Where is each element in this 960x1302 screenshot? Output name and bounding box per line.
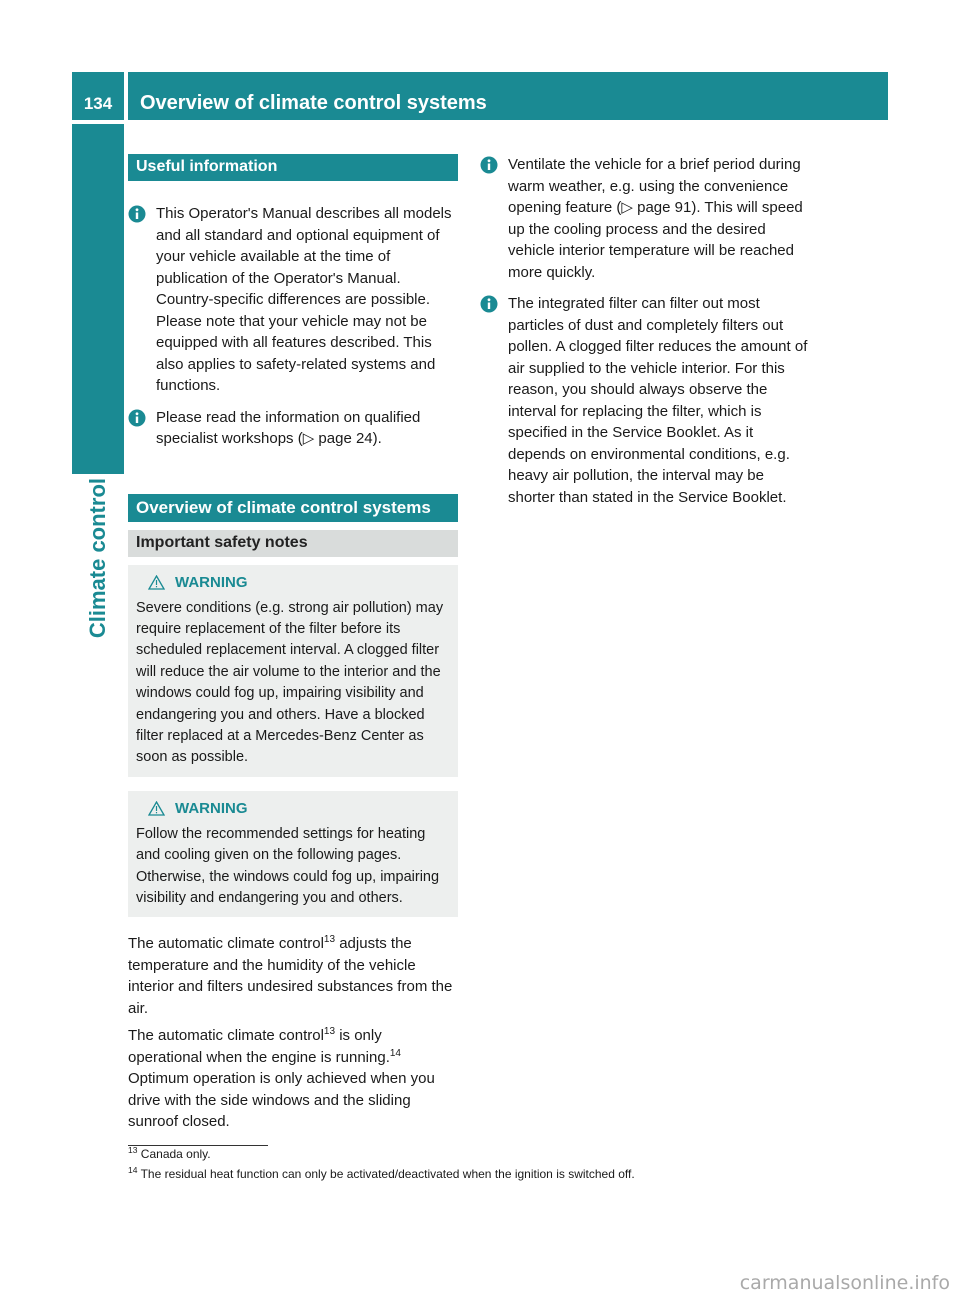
climate-control-paragraph <box>128 1025 458 1133</box>
page-title: Overview of climate control systems <box>128 72 888 120</box>
footnote-ref: 14 <box>389 1047 401 1059</box>
info-icon <box>480 295 498 313</box>
warning-title-text: WARNING <box>175 800 248 818</box>
info-note <box>128 203 458 397</box>
safety-notes-heading: Important safety notes <box>128 530 458 557</box>
warning-triangle-icon <box>148 801 165 816</box>
side-tab-block <box>72 124 124 474</box>
footnote-ref: 13 <box>323 934 336 946</box>
side-tab-label: Climate control <box>85 478 110 639</box>
page-header <box>72 72 888 120</box>
para-text: adjusts the temperature and the humidity of the vehicle interior and filters undesired substances from the air. <box>128 935 453 1017</box>
info-note <box>128 407 458 450</box>
warning-title-text: WARNING <box>175 574 248 591</box>
warning-triangle-icon <box>148 575 165 590</box>
para-text: The automatic climate control <box>128 935 324 953</box>
overview-heading: Overview of climate control systems <box>128 494 458 522</box>
right-column <box>480 154 814 508</box>
footnote-number: 14 <box>128 1165 138 1175</box>
useful-info-heading: Useful information <box>128 154 458 181</box>
para-text: The automatic climate control <box>128 1027 324 1045</box>
watermark: carmanualsonline.info <box>739 1272 950 1294</box>
info-icon <box>128 409 146 427</box>
info-note <box>480 154 814 283</box>
info-note <box>480 293 814 508</box>
info-icon <box>480 156 498 174</box>
para-text: is only operational when the engine is running. <box>128 1027 390 1066</box>
para-text: Optimum operation is only achieved when you drive with the side windows and the sliding sunroof closed. <box>128 1070 435 1131</box>
footnote-text: The residual heat function can only be activated/deactivated when the ignition is switched off. <box>137 1167 635 1181</box>
footnotes <box>128 1146 888 1182</box>
info-icon <box>128 205 146 223</box>
warning-text: Follow the recommended settings for heating and cooling given on the following pages. Otherwise, the windows could fog up, impairing visibility and endangering you and others. <box>136 825 440 906</box>
climate-control-paragraph <box>128 933 458 1019</box>
footnote <box>128 1166 888 1182</box>
info-note-text: The integrated filter can filter out most particles of dust and completely filters out pollen. A clogged filter reduces the amount of air supplied to the vehicle interior. For this reason, you should always observe the interval for replacing the filter, which is specified in the Service Booklet. As it depends on environmental conditions, e.g. heavy air pollution, the interval may be shorter than stated in the Service Booklet. <box>508 295 808 506</box>
warning-title <box>136 573 450 593</box>
footnote-number: 13 <box>128 1145 138 1155</box>
warning-text: Severe conditions (e.g. strong air pollution) may require replacement of the filter before its scheduled replacement interval. A clogged filter will reduce the air volume to the interior and the windows could fog up, impairing visibility and endangering you and others. Have a blocked filter replaced at a Mercedes-Benz Center as soon as possible. <box>136 599 444 766</box>
left-column <box>128 154 458 1133</box>
side-tab <box>82 478 114 658</box>
info-note-text: Please read the information on qualified specialist workshops (▷ page 24). <box>156 408 421 447</box>
warning-box <box>128 791 458 918</box>
footnote-text: Canada only. <box>137 1147 211 1161</box>
warning-title <box>136 799 450 819</box>
footnote-ref: 13 <box>323 1026 336 1038</box>
page-number: 134 <box>72 72 124 120</box>
info-note-text: Ventilate the vehicle for a brief period during warm weather, e.g. using the convenience opening feature (▷ page 91). This will speed up the cooling process and the desired vehicle interior temperature will be reached more quickly. <box>508 156 803 281</box>
footnote <box>128 1146 888 1162</box>
warning-box <box>128 565 458 777</box>
info-note-text: This Operator's Manual describes all models and all standard and optional equipment of your vehicle available at the time of publication of the Operator's Manual. Country-specific differences are possible. Please note that your vehicle may not be equipped with all features described. This also applies to safety-related systems and functions. <box>156 205 452 394</box>
